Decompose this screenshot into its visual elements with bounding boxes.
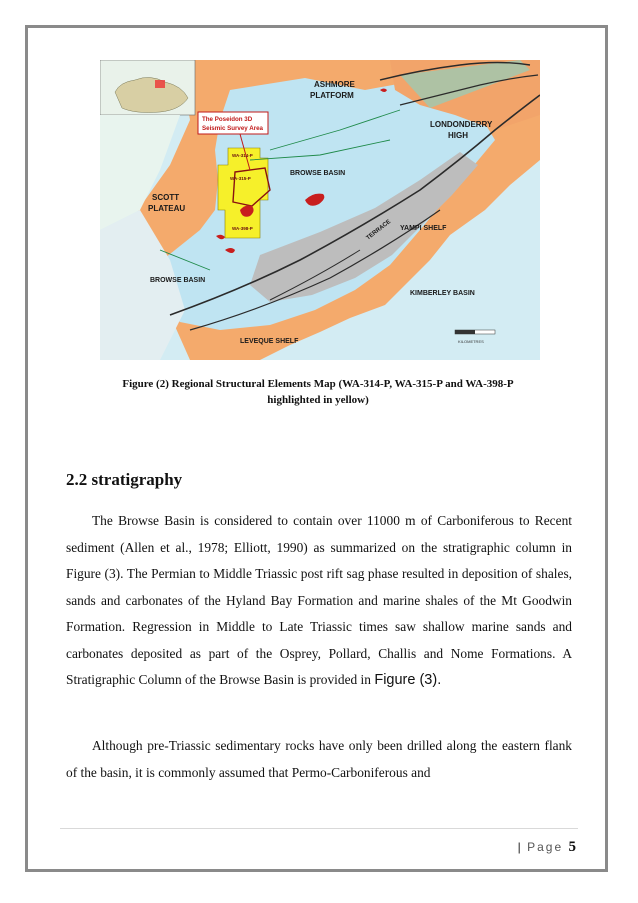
figure-caption [78, 376, 558, 408]
paragraph-1-text: The Browse Basin is considered to contain over 11000 m of Carboniferous to Recent sediment (Allen et al., 1978; Elliott, 1990) as summarized on the stratigraphic column in Figure (3). The Permian to Middle Triassic post rift sag phase resulted in deposition of shales, sands and carbonates of the Hyland Bay Formation and marine shales of the Mt Goodwin Formation. Regression in Middle to Late Triassic times saw shallow marine sands and carbonates deposited as part of the Osprey, Pollard, Challis and Nome Formations. A Stratigraphic Column of the Browse Basin is provided in [66, 513, 572, 687]
map-label-ashmore: ASHMORE [314, 80, 355, 89]
map-label-wa314: WA-314-P [232, 153, 253, 158]
map-label-browse-basin-upper: BROWSE BASIN [290, 170, 346, 177]
map-label-terrace: TERRACE [365, 218, 393, 242]
section-heading: 2.2 stratigraphy [66, 470, 183, 489]
map-label-yampi-shelf: YAMPI SHELF [400, 225, 447, 232]
regional-structural-map [100, 60, 540, 360]
paragraph-1 [66, 508, 572, 694]
footer-page-label: Page [527, 840, 564, 854]
page-number: 5 [568, 839, 576, 855]
paragraph-2-text: Although pre-Triassic sedimentary rocks have only been drilled along the eastern flank of the basin, it is commonly assumed that Permo-Carboniferous and [66, 738, 572, 780]
figure-reference: Figure (3). [374, 672, 442, 688]
footer-divider [60, 828, 578, 829]
map-label-wa398: WA-398-P [232, 226, 253, 231]
map-label-platform: PLATFORM [310, 91, 354, 100]
map-scale-label: KILOMETRES [458, 339, 484, 344]
map-label-leveque-shelf: LEVEQUE SHELF [240, 338, 299, 345]
map-label-plateau: PLATEAU [148, 204, 186, 213]
figure-caption-line1: Figure (2) Regional Structural Elements Map (WA-314-P, WA-315-P and WA-398-P [122, 378, 514, 390]
map-label-browse-basin-lower: BROWSE BASIN [150, 277, 206, 284]
page-footer [518, 839, 576, 856]
map-label-poseidon-line2: Seismic Survey Area [202, 125, 263, 132]
map-label-kimberley-basin: KIMBERLEY BASIN [410, 290, 475, 297]
map-label-wa315: WA-315-P [230, 176, 251, 181]
map-label-poseidon-line1: The Poseidon 3D [202, 116, 253, 123]
figure-caption-line2: highlighted in yellow) [267, 394, 369, 406]
footer-separator: | [517, 840, 521, 854]
map-label-high: HIGH [448, 131, 468, 140]
paragraph-2 [66, 733, 572, 786]
map-label-londonderry: LONDONDERRY [430, 120, 493, 129]
map-label-scott: SCOTT [152, 193, 180, 202]
